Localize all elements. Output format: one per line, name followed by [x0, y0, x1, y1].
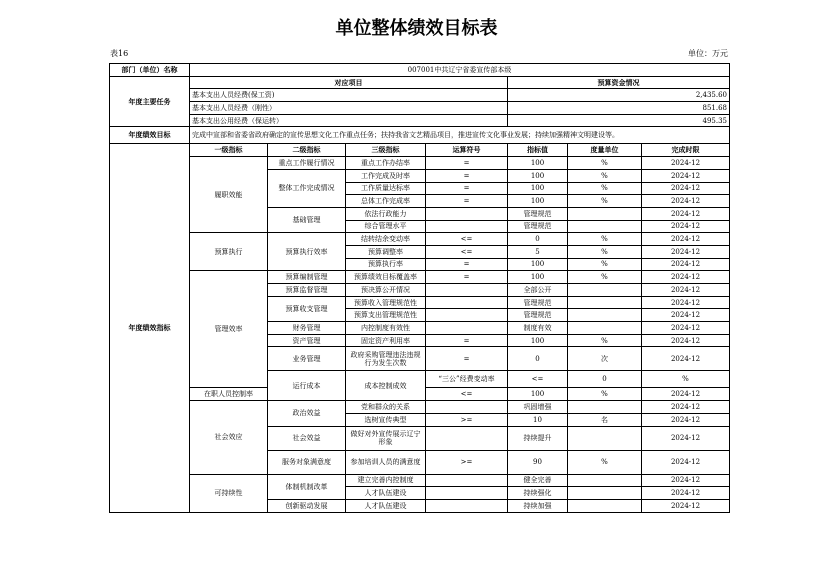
unit-cell: % — [568, 388, 642, 401]
operator-cell — [426, 499, 508, 512]
value-cell: 管理规范 — [508, 309, 568, 322]
operator-cell — [426, 207, 508, 220]
value-cell: 巩固增强 — [508, 401, 568, 414]
level3-cell: 建立完善内控制度 — [346, 474, 426, 487]
operator-cell — [426, 401, 508, 414]
level3-cell: “三公”经费变动率 — [426, 371, 508, 388]
task-amount: 851.68 — [508, 102, 730, 115]
task-header-row — [110, 76, 730, 89]
deadline-cell: 2024-12 — [642, 169, 730, 182]
value-cell: 10 — [508, 413, 568, 426]
value-cell: 管理规范 — [508, 296, 568, 309]
level2-cell: 服务对象满意度 — [268, 450, 346, 474]
indicator-row — [110, 401, 730, 414]
deadline-cell: 2024-12 — [642, 450, 730, 474]
dept-row — [110, 64, 730, 77]
level2-cell: 创新驱动发展 — [268, 499, 346, 512]
level3-cell: 参加培训人员的满意度 — [346, 450, 426, 474]
deadline-cell: 2024-12 — [642, 245, 730, 258]
level1-cell: 社会效应 — [190, 401, 268, 474]
unit-cell — [568, 207, 642, 220]
table-number: 表16 — [110, 49, 129, 58]
deadline-cell: 2024-12 — [642, 271, 730, 284]
unit-cell: % — [568, 258, 642, 271]
level1-cell: 运行成本 — [268, 371, 346, 401]
level3-cell: 预算支出管理规范性 — [346, 309, 426, 322]
level3-cell: 总体工作完成率 — [346, 195, 426, 208]
level2-cell: 体制机制改革 — [268, 474, 346, 499]
level3-cell: 政府采购管理违法违规行为发生次数 — [346, 347, 426, 371]
value-cell: 制度有效 — [508, 322, 568, 335]
level3-cell: 预决算公开情况 — [346, 284, 426, 297]
level3-cell: 预算调整率 — [346, 245, 426, 258]
value-cell: 全部公开 — [508, 284, 568, 297]
unit-cell — [568, 401, 642, 414]
value-cell: 管理规范 — [508, 207, 568, 220]
level2-cell: 政治效益 — [268, 401, 346, 426]
level3-cell: 选树宣传典型 — [346, 413, 426, 426]
unit-cell — [568, 284, 642, 297]
task-row — [110, 102, 730, 115]
operator-cell: = — [426, 157, 508, 170]
task-amount: 2,435.60 — [508, 89, 730, 102]
value-cell: 100 — [508, 182, 568, 195]
task-item: 基本支出人员经费（刚性） — [190, 102, 508, 115]
value-cell: 5 — [508, 245, 568, 258]
level3-cell: 预算绩效目标覆盖率 — [346, 271, 426, 284]
operator-cell: <= — [426, 233, 508, 246]
unit-cell: 次 — [568, 347, 642, 371]
operator-cell: >= — [426, 450, 508, 474]
goal-row — [110, 127, 730, 144]
indicator-row — [110, 233, 730, 246]
annual-task-label: 年度主要任务 — [110, 76, 190, 127]
level2-cell: 预算监督管理 — [268, 284, 346, 297]
level3-cell: 在职人员控制率 — [190, 388, 268, 401]
operator-cell: >= — [426, 413, 508, 426]
value-cell: 0 — [568, 371, 642, 388]
unit-cell — [568, 487, 642, 500]
unit-cell: % — [568, 157, 642, 170]
value-cell: 100 — [508, 334, 568, 347]
operator-cell: = — [426, 169, 508, 182]
operator-cell: <= — [426, 388, 508, 401]
unit-cell — [568, 296, 642, 309]
indicator-row — [110, 157, 730, 170]
operator-cell — [426, 309, 508, 322]
operator-cell — [426, 474, 508, 487]
indicator-row — [110, 474, 730, 487]
level3-cell: 预算收入管理规范性 — [346, 296, 426, 309]
level2-cell: 预算收支管理 — [268, 296, 346, 321]
value-cell: 0 — [508, 233, 568, 246]
unit-cell — [568, 322, 642, 335]
value-cell: 管理规范 — [508, 220, 568, 233]
unit-cell — [568, 220, 642, 233]
level3-cell: 预算执行率 — [346, 258, 426, 271]
deadline-cell: 2024-12 — [642, 487, 730, 500]
deadline-cell: 2024-12 — [642, 182, 730, 195]
level2-cell: 成本控制成效 — [346, 371, 426, 401]
unit-label: 单位：万元 — [688, 49, 728, 58]
operator-cell: = — [426, 258, 508, 271]
annual-goal-text: 完成中宣部和省委省政府确定的宣传思想文化工作重点任务；扶持我省文艺精品项目，推进宣传文化事业发展；持续加强精神文明建设等。 — [190, 127, 730, 144]
operator-cell — [426, 296, 508, 309]
level3-cell: 工作完成及时率 — [346, 169, 426, 182]
operator-cell: = — [426, 347, 508, 371]
performance-table — [109, 63, 730, 513]
deadline-cell: 2024-12 — [642, 284, 730, 297]
level1-cell: 可持续性 — [190, 474, 268, 512]
value-cell: 100 — [508, 388, 568, 401]
unit-cell: % — [568, 195, 642, 208]
level2-cell: 财务管理 — [268, 322, 346, 335]
deadline-cell: 2024-12 — [642, 413, 730, 426]
operator-cell — [426, 220, 508, 233]
unit-cell: % — [568, 182, 642, 195]
unit-cell: % — [642, 371, 730, 388]
deadline-cell: 2024-12 — [642, 207, 730, 220]
deadline-cell: 2024-12 — [642, 401, 730, 414]
level3-cell: 固定资产利用率 — [346, 334, 426, 347]
value-cell: 90 — [508, 450, 568, 474]
dept-name: 007001中共辽宁省委宣传部本级 — [190, 64, 730, 77]
value-cell: 100 — [508, 195, 568, 208]
level3-cell: 工作质量达标率 — [346, 182, 426, 195]
operator-cell: = — [426, 271, 508, 284]
unit-cell: % — [568, 169, 642, 182]
annual-goal-label: 年度绩效目标 — [110, 127, 190, 144]
unit-cell — [568, 426, 642, 450]
level2-cell: 整体工作完成情况 — [268, 169, 346, 207]
value-cell: 100 — [508, 271, 568, 284]
level3-cell: 人才队伍建设 — [346, 499, 426, 512]
deadline-cell: 2024-12 — [642, 347, 730, 371]
col-item-header: 对应项目 — [190, 76, 508, 89]
deadline-cell: 2024-12 — [642, 334, 730, 347]
level2-cell: 预算编制管理 — [268, 271, 346, 284]
deadline-cell: 2024-12 — [642, 426, 730, 450]
value-cell: 0 — [508, 347, 568, 371]
value-cell: 持续加强 — [508, 499, 568, 512]
operator-cell: = — [426, 182, 508, 195]
task-row — [110, 114, 730, 127]
operator-cell — [426, 284, 508, 297]
deadline-cell: 2024-12 — [642, 296, 730, 309]
value-cell: 健全完善 — [508, 474, 568, 487]
value-cell: 100 — [508, 169, 568, 182]
deadline-cell: 2024-12 — [642, 322, 730, 335]
level2-cell: 资产管理 — [268, 334, 346, 347]
level2-cell: 基础管理 — [268, 207, 346, 232]
task-row — [110, 89, 730, 102]
task-amount: 495.35 — [508, 114, 730, 127]
operator-cell: = — [426, 334, 508, 347]
deadline-cell: 2024-12 — [642, 388, 730, 401]
level3-cell: 综合管理水平 — [346, 220, 426, 233]
level2-cell: 业务管理 — [268, 347, 346, 371]
level3-cell: 重点工作办结率 — [346, 157, 426, 170]
dept-label: 部门（单位）名称 — [110, 64, 190, 77]
value-cell: 持续提升 — [508, 426, 568, 450]
level3-cell: 党和群众的关系 — [346, 401, 426, 414]
unit-cell: % — [568, 245, 642, 258]
header-level2: 二级指标 — [268, 144, 346, 157]
level1-cell: 管理效率 — [190, 271, 268, 388]
unit-cell: % — [568, 334, 642, 347]
header-operator: 运算符号 — [426, 144, 508, 157]
unit-cell — [568, 474, 642, 487]
indicator-row — [110, 271, 730, 284]
col-fund-header: 预算资金情况 — [508, 76, 730, 89]
header-deadline: 完成时限 — [642, 144, 730, 157]
unit-cell: 名 — [568, 413, 642, 426]
value-cell: 100 — [508, 258, 568, 271]
deadline-cell: 2024-12 — [642, 233, 730, 246]
level3-cell: 依法行政能力 — [346, 207, 426, 220]
indicator-header-row — [110, 144, 730, 157]
unit-cell: % — [568, 233, 642, 246]
deadline-cell: 2024-12 — [642, 309, 730, 322]
level2-cell: 重点工作履行情况 — [268, 157, 346, 170]
deadline-cell: 2024-12 — [642, 499, 730, 512]
operator-cell: <= — [508, 371, 568, 388]
level3-cell: 做好对外宣传展示辽宁形象 — [346, 426, 426, 450]
operator-cell — [426, 322, 508, 335]
deadline-cell: 2024-12 — [642, 474, 730, 487]
header-unit: 度量单位 — [568, 144, 642, 157]
unit-cell: % — [568, 271, 642, 284]
operator-cell: = — [426, 195, 508, 208]
operator-cell — [426, 426, 508, 450]
level2-cell: 预算执行效率 — [268, 233, 346, 271]
operator-cell — [426, 487, 508, 500]
header-level1: 一级指标 — [190, 144, 268, 157]
unit-cell — [568, 499, 642, 512]
task-item: 基本支出人员经费(保工资) — [190, 89, 508, 102]
level3-cell: 内控制度有效性 — [346, 322, 426, 335]
level3-cell: 结转结余变动率 — [346, 233, 426, 246]
level3-cell: 人才队伍建设 — [346, 487, 426, 500]
deadline-cell: 2024-12 — [642, 220, 730, 233]
page-title: 单位整体绩效目标表 — [335, 18, 498, 39]
header-level3: 三级指标 — [346, 144, 426, 157]
unit-cell — [568, 309, 642, 322]
deadline-cell: 2024-12 — [642, 258, 730, 271]
level2-cell: 社会效益 — [268, 426, 346, 450]
value-cell: 持续强化 — [508, 487, 568, 500]
level1-cell: 预算执行 — [190, 233, 268, 271]
deadline-cell: 2024-12 — [642, 157, 730, 170]
indicators-label: 年度绩效指标 — [110, 144, 190, 512]
value-cell: 100 — [508, 157, 568, 170]
level1-cell: 履职效能 — [190, 157, 268, 233]
operator-cell: <= — [426, 245, 508, 258]
header-value: 指标值 — [508, 144, 568, 157]
deadline-cell: 2024-12 — [642, 195, 730, 208]
unit-cell: % — [568, 450, 642, 474]
task-item: 基本支出公用经费（保运转） — [190, 114, 508, 127]
